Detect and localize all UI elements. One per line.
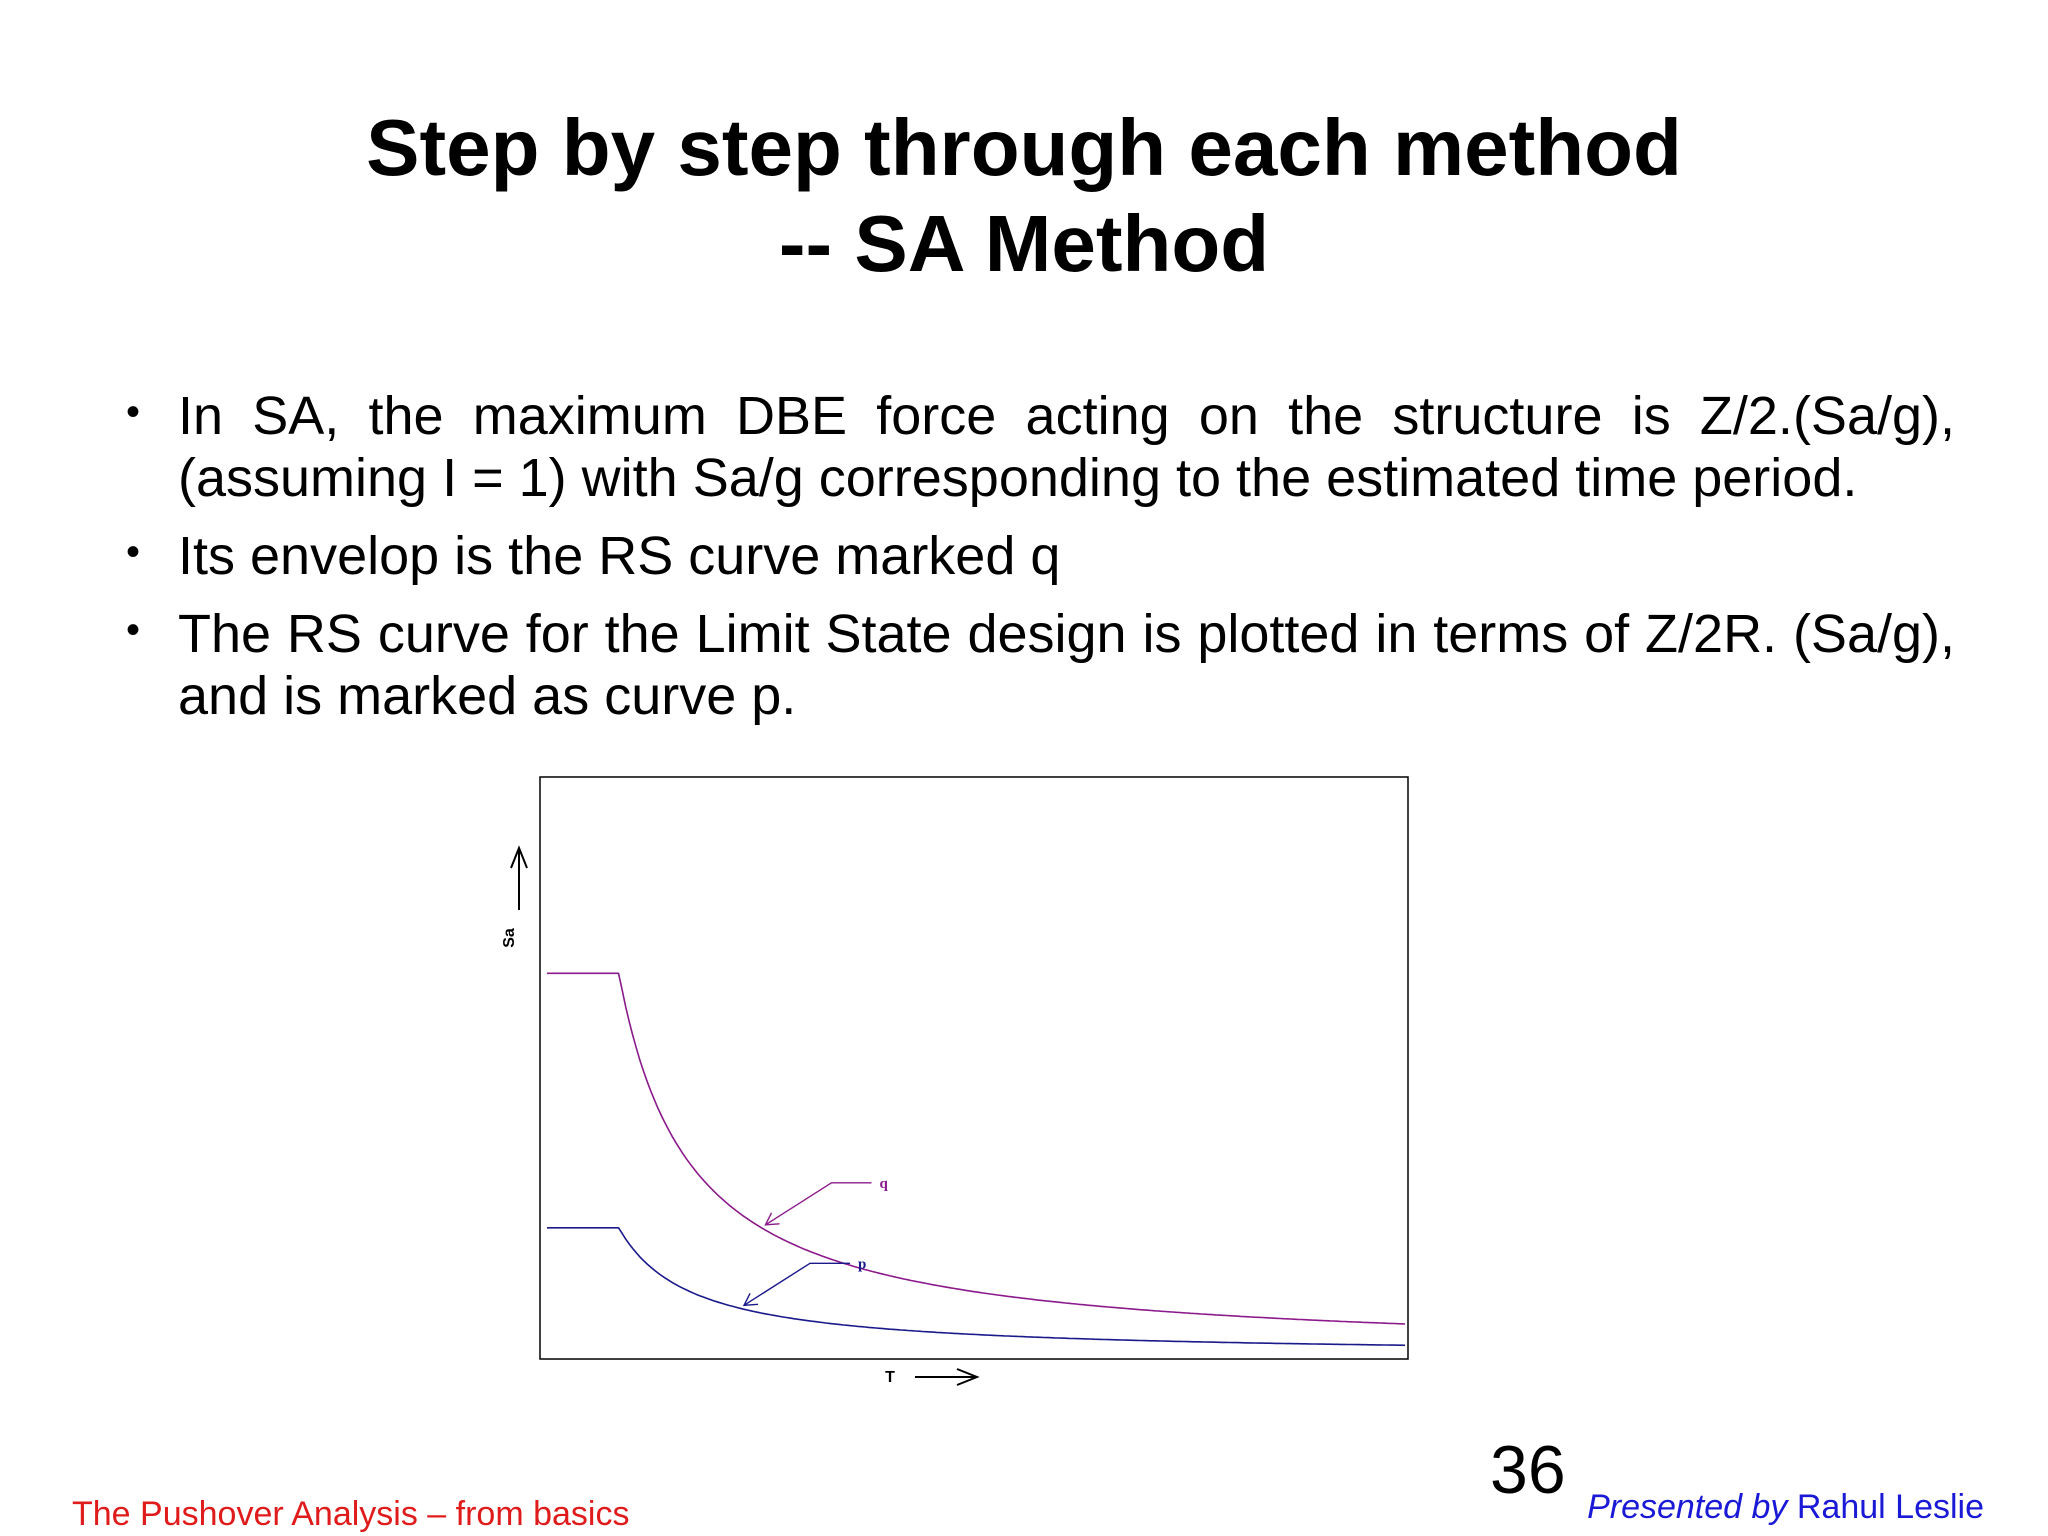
x-axis-label: T bbox=[885, 1369, 895, 1386]
annotation-label-p: p bbox=[858, 1256, 867, 1273]
slide-title bbox=[0, 100, 2048, 292]
bullet-marker: • bbox=[126, 530, 141, 574]
bullet-text: In SA, the maximum DBE force acting on the structure is Z/2.(Sa/g), (assuming I = 1) with Sa/g corresponding to the estimated time period. bbox=[178, 386, 1955, 508]
slide-title-line-2: -- SA Method bbox=[778, 199, 1270, 288]
bullet-item bbox=[120, 525, 1955, 587]
footer-presenter-name: Rahul Leslie bbox=[1796, 1488, 1984, 1526]
chart-svg bbox=[495, 770, 1415, 1410]
annotation-label-q: q bbox=[879, 1175, 888, 1192]
bullet-item bbox=[120, 603, 1955, 727]
bullet-text: The RS curve for the Limit State design is plotted in terms of Z/2R. (Sa/g), and is marked as curve p. bbox=[178, 604, 1955, 726]
slide-number: 36 bbox=[1490, 1432, 1566, 1508]
slide-title-line-1: Step by step through each method bbox=[366, 103, 1682, 192]
footer-presented-by: Presented by bbox=[1587, 1488, 1788, 1526]
bullet-marker: • bbox=[126, 608, 141, 652]
response-spectrum-chart bbox=[495, 770, 1415, 1410]
footer-presenter bbox=[1587, 1487, 1984, 1527]
bullet-list bbox=[120, 385, 1955, 743]
footer-presentation-title: The Pushover Analysis – from basics bbox=[72, 1495, 630, 1533]
bullet-text: Its envelop is the RS curve marked q bbox=[178, 526, 1061, 586]
bullet-item bbox=[120, 385, 1955, 509]
bullet-marker: • bbox=[126, 390, 141, 434]
y-axis-label: Sa bbox=[501, 928, 518, 948]
plot-frame bbox=[540, 777, 1408, 1359]
